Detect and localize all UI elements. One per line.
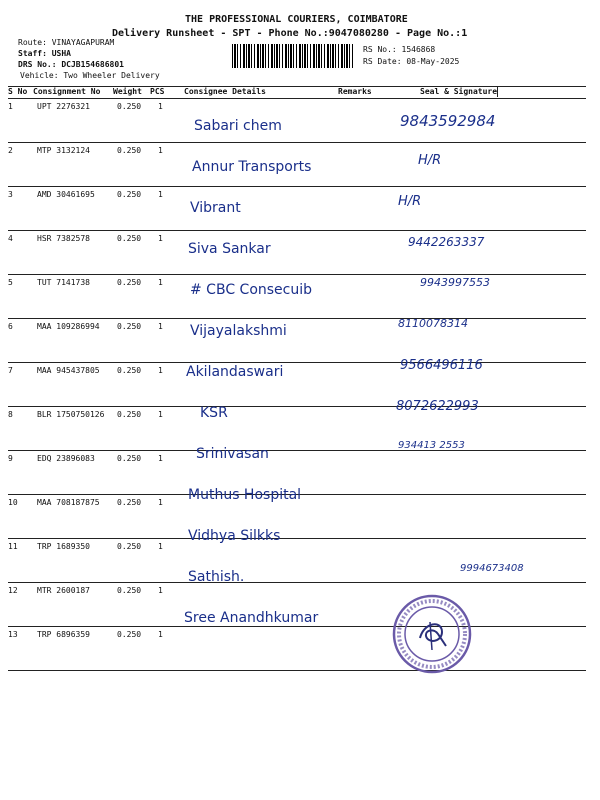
handwritten-consignee: Akilandaswari [186, 364, 284, 380]
weight-cell: 0.250 [113, 407, 150, 451]
sno-cell: 10 [8, 495, 33, 539]
drs-label: DRS No.: [18, 60, 57, 69]
col-consignment: Consignment No [33, 87, 113, 99]
pcs-cell: 1 [150, 187, 184, 231]
drs-line [18, 60, 124, 69]
runsheet-subtitle: Delivery Runsheet - SPT - Phone No.:9047080280 - Page No.:1 [112, 28, 468, 39]
weight-cell: 0.250 [113, 451, 150, 495]
vehicle-line: Vehicle: Two Wheeler Delivery [20, 71, 160, 80]
table-row [8, 363, 586, 407]
handwritten-signature: 9566496116 [400, 358, 483, 373]
handwritten-consignee: Sree Anandhkumar [184, 610, 319, 626]
remarks-cell [338, 319, 392, 363]
col-sno: S No [8, 87, 33, 99]
remarks-cell [338, 583, 392, 627]
weight-cell: 0.250 [113, 583, 150, 627]
table-row [8, 319, 586, 363]
consignment-cell: TRP 6896359 [33, 627, 113, 671]
sno-cell: 9 [8, 451, 33, 495]
sno-cell: 11 [8, 539, 33, 583]
pcs-cell: 1 [150, 583, 184, 627]
consignment-cell: MAA 945437805 [33, 363, 113, 407]
table-row [8, 407, 586, 451]
handwritten-consignee: Vijayalakshmi [190, 323, 287, 339]
consignment-cell: MTR 2600187 [33, 583, 113, 627]
table-row [8, 627, 586, 671]
consignment-cell: MAA 109286994 [33, 319, 113, 363]
weight-cell: 0.250 [113, 231, 150, 275]
handwritten-signature: 8072622993 [396, 399, 479, 414]
weight-cell: 0.250 [113, 539, 150, 583]
rs-number: RS No.: 1546868 [363, 45, 436, 54]
consignment-cell: HSR 7382578 [33, 231, 113, 275]
weight-cell: 0.250 [113, 99, 150, 143]
sno-cell: 13 [8, 627, 33, 671]
col-remarks: Remarks [338, 87, 392, 99]
weight-cell: 0.250 [113, 187, 150, 231]
table-header [8, 87, 586, 99]
staff-label: Staff: [18, 49, 47, 58]
handwritten-signature: H/R [398, 194, 422, 209]
consignment-cell: EDQ 23896083 [33, 451, 113, 495]
table-row [8, 539, 586, 583]
col-consignee: Consignee Details [184, 87, 338, 99]
sno-cell: 5 [8, 275, 33, 319]
remarks-cell [338, 627, 392, 671]
col-pcs: PCS [150, 87, 184, 99]
remarks-cell [338, 495, 392, 539]
sno-cell: 6 [8, 319, 33, 363]
remarks-cell [338, 451, 392, 495]
staff-value: USHA [51, 49, 71, 58]
handwritten-signature: 9943997553 [420, 276, 490, 289]
consignment-cell: AMD 30461695 [33, 187, 113, 231]
remarks-cell [338, 143, 392, 187]
consignment-cell: UPT 2276321 [33, 99, 113, 143]
handwritten-signature: 9843592984 [400, 112, 496, 130]
pcs-cell: 1 [150, 451, 184, 495]
handwritten-consignee: Vibrant [190, 200, 241, 216]
remarks-cell [338, 231, 392, 275]
table-row [8, 99, 586, 143]
pcs-cell: 1 [150, 495, 184, 539]
pcs-cell: 1 [150, 539, 184, 583]
sno-cell: 1 [8, 99, 33, 143]
weight-cell: 0.250 [113, 143, 150, 187]
handwritten-signature: 9994673408 [460, 563, 524, 574]
table-row [8, 231, 586, 275]
sno-cell: 8 [8, 407, 33, 451]
pcs-cell: 1 [150, 627, 184, 671]
handwritten-signature: 934413 2553 [398, 440, 465, 451]
weight-cell: 0.250 [113, 627, 150, 671]
rs-date: RS Date: 08-May-2025 [363, 57, 460, 66]
company-title: THE PROFESSIONAL COURIERS, COIMBATORE [185, 14, 408, 25]
consignee-cell [184, 627, 338, 671]
pcs-cell: 1 [150, 275, 184, 319]
weight-cell: 0.250 [113, 319, 150, 363]
weight-cell: 0.250 [113, 363, 150, 407]
handwritten-signature: H/R [418, 153, 442, 168]
remarks-cell [338, 539, 392, 583]
sno-cell: 3 [8, 187, 33, 231]
route-value: VINAYAGAPURAM [51, 38, 115, 47]
handwritten-consignee: Muthus Hospital [188, 487, 302, 503]
staff-line [18, 49, 71, 58]
sno-cell: 4 [8, 231, 33, 275]
barcode [232, 44, 354, 68]
handwritten-signature: 8110078314 [398, 317, 468, 330]
remarks-cell [338, 99, 392, 143]
pcs-cell: 1 [150, 99, 184, 143]
faded-stamp-impression [412, 464, 532, 534]
pcs-cell: 1 [150, 407, 184, 451]
handwritten-consignee: Siva Sankar [188, 241, 271, 257]
col-weight: Weight [113, 87, 150, 99]
handwritten-consignee: Sabari chem [194, 118, 282, 134]
header-divider [497, 86, 498, 97]
handwritten-consignee: KSR [200, 405, 228, 421]
route-label: Route: [18, 38, 47, 47]
remarks-cell [338, 363, 392, 407]
pcs-cell: 1 [150, 319, 184, 363]
pcs-cell: 1 [150, 363, 184, 407]
consignment-cell: MTP 3132124 [33, 143, 113, 187]
pcs-cell: 1 [150, 231, 184, 275]
handwritten-signature: 9442263337 [408, 235, 485, 249]
consignment-cell: BLR 1750750126 [33, 407, 113, 451]
handwritten-consignee: Vidhya Silkks [188, 528, 281, 544]
sno-cell: 2 [8, 143, 33, 187]
sno-cell: 7 [8, 363, 33, 407]
handwritten-consignee: Srinivasan [196, 446, 269, 462]
route-line [18, 38, 114, 47]
table-row [8, 187, 586, 231]
company-seal-icon [390, 592, 474, 676]
consignment-cell: TRP 1689350 [33, 539, 113, 583]
sno-cell: 12 [8, 583, 33, 627]
remarks-cell [338, 407, 392, 451]
handwritten-consignee: Annur Transports [192, 159, 312, 175]
col-signature: Seal & Signature [392, 87, 586, 99]
consignment-cell: MAA 708187875 [33, 495, 113, 539]
consignment-cell: TUT 7141738 [33, 275, 113, 319]
handwritten-consignee: # CBC Consecuib [190, 282, 313, 298]
weight-cell: 0.250 [113, 275, 150, 319]
pcs-cell: 1 [150, 143, 184, 187]
signature-cell [392, 539, 586, 583]
handwritten-consignee: Sathish. [188, 569, 245, 585]
remarks-cell [338, 275, 392, 319]
drs-value: DCJB154686801 [61, 60, 124, 69]
remarks-cell [338, 187, 392, 231]
weight-cell: 0.250 [113, 495, 150, 539]
